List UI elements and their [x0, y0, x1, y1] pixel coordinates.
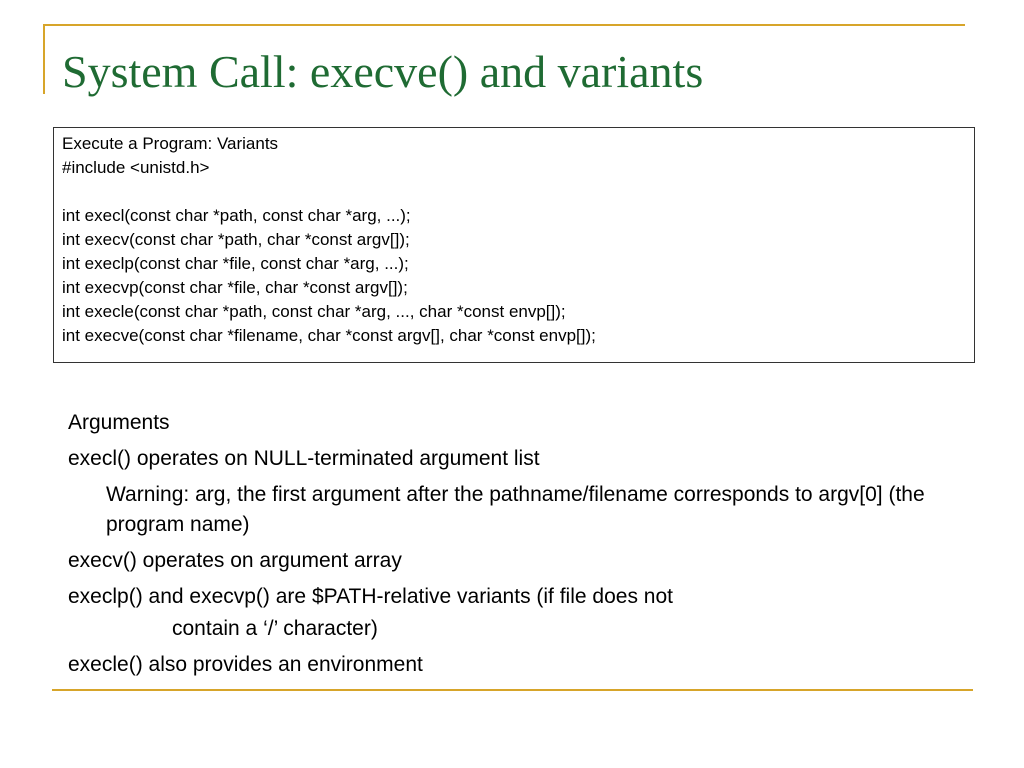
frame-bottom-rule [52, 689, 973, 691]
code-line-execvp: int execvp(const char *file, char *const argv[]); [62, 278, 408, 297]
code-line-execle: int execle(const char *path, const char *arg, ..., char *const envp[]); [62, 302, 566, 321]
code-line-blank [62, 180, 966, 204]
bullet-execle: execle() also provides an environment [68, 653, 423, 676]
frame-left-rule [43, 24, 45, 94]
code-box [53, 127, 975, 363]
code-line-heading: Execute a Program: Variants [62, 134, 279, 153]
code-line-include: #include <unistd.h> [62, 158, 210, 177]
bullet-execv: execv() operates on argument array [68, 549, 402, 572]
bullet-warning: Warning: arg, the first argument after the pathname/filename corresponds to argv[0] (the program name) [106, 483, 925, 536]
bullet-execlp-continuation: contain a ‘/’ character) [172, 617, 378, 640]
frame-top-rule [43, 24, 965, 26]
bullet-execl: execl() operates on NULL-terminated argument list [68, 447, 540, 470]
bullet-execlp-execvp: execlp() and execvp() are $PATH-relative variants (if file does not [68, 585, 673, 608]
slide-title: System Call: execve() and variants [62, 46, 704, 97]
code-line-execve: int execve(const char *filename, char *const argv[], char *const envp[]); [62, 326, 596, 345]
bullet-list [68, 408, 968, 686]
code-line-execv: int execv(const char *path, char *const argv[]); [62, 230, 410, 249]
code-line-execl: int execl(const char *path, const char *arg, ...); [62, 206, 411, 225]
code-line-execlp: int execlp(const char *file, const char *arg, ...); [62, 254, 409, 273]
bullet-arguments: Arguments [68, 411, 170, 434]
